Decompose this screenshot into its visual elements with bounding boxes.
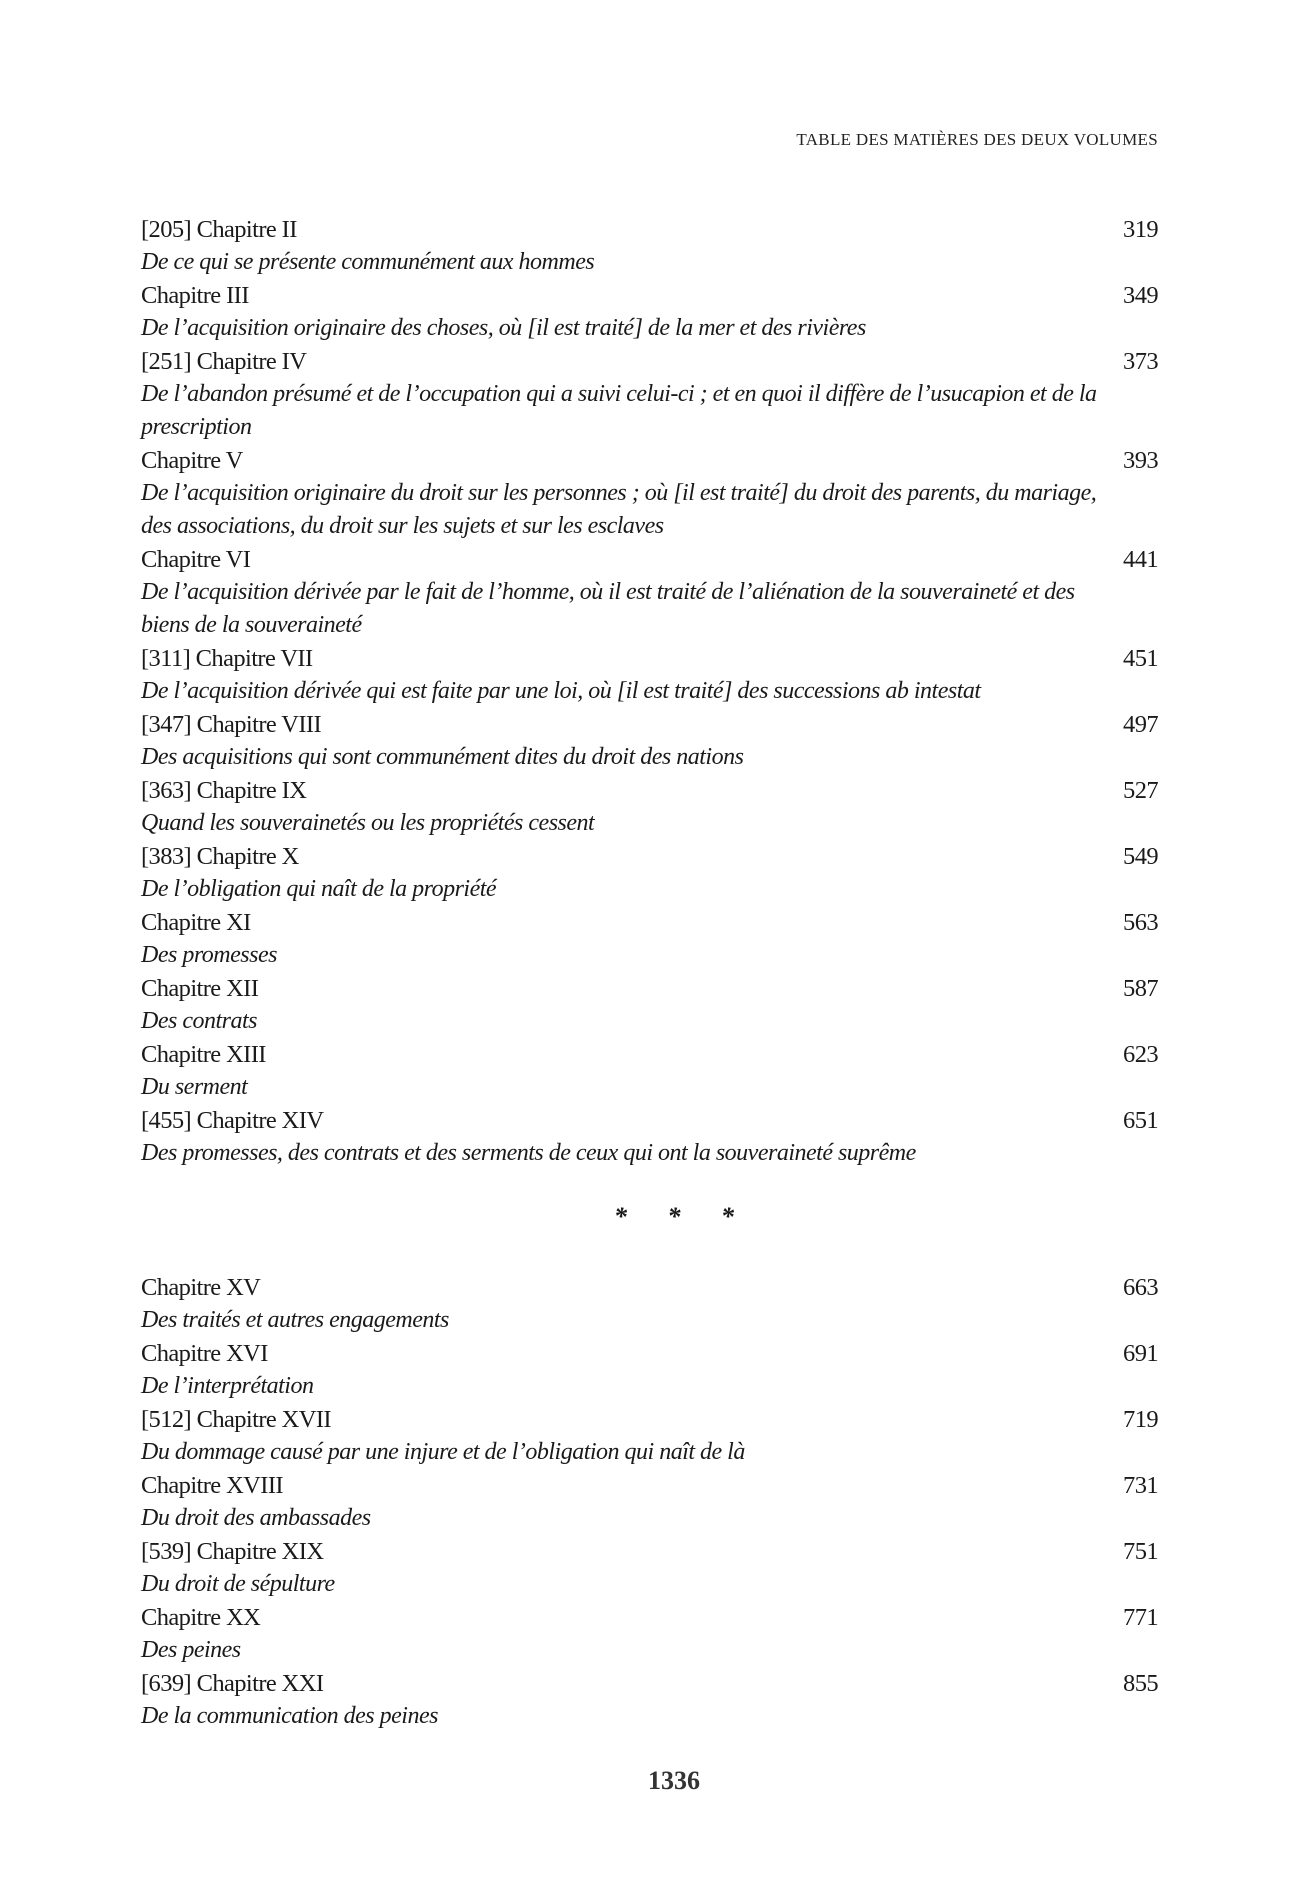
page-reference: 623: [1123, 1041, 1158, 1068]
chapter-description: De ce qui se présente communément aux hommes: [141, 249, 595, 275]
page-reference: 651: [1123, 1107, 1158, 1134]
toc-entry: [141, 543, 1158, 642]
chapter-title: Chapitre III: [141, 282, 249, 309]
page-reference: 691: [1123, 1340, 1158, 1367]
toc-list-part-1: [141, 213, 1158, 1170]
toc-entry-heading: [141, 1271, 1158, 1304]
chapter-description: Des contrats: [141, 1008, 257, 1034]
toc-entry-heading: [141, 642, 1158, 675]
chapter-description: Des traités et autres engagements: [141, 1307, 449, 1333]
page-reference: 549: [1123, 843, 1158, 870]
toc-entry: [141, 1337, 1158, 1403]
chapter-description: De l’obligation qui naît de la propriété: [141, 876, 497, 902]
chapter-title: [455] Chapitre XIV: [141, 1107, 324, 1134]
chapter-description: Du droit des ambassades: [141, 1505, 371, 1531]
chapter-description: De l’acquisition dérivée qui est faite par une loi, où [il est traité] des successions ab intestat: [141, 678, 981, 704]
toc-entry-heading: [141, 1535, 1158, 1568]
page-reference: 771: [1123, 1604, 1158, 1631]
toc-entry-heading: [141, 906, 1158, 939]
chapter-title: [311] Chapitre VII: [141, 645, 313, 672]
chapter-description: De l’acquisition dérivée par le fait de l’homme, où il est traité de l’aliénation de la souveraineté et des biens de la souveraineté: [141, 579, 1075, 638]
page-reference: 587: [1123, 975, 1158, 1002]
chapter-description: Des peines: [141, 1637, 241, 1663]
chapter-title: Chapitre XX: [141, 1604, 261, 1631]
section-separator: * * *: [614, 1202, 734, 1231]
chapter-title: Chapitre VI: [141, 546, 251, 573]
page-reference: 527: [1123, 777, 1158, 804]
page-reference: 855: [1123, 1670, 1158, 1697]
toc-entry-heading: [141, 1403, 1158, 1436]
toc-entry: [141, 708, 1158, 774]
toc-entry-heading: [141, 543, 1158, 576]
toc-entry-heading: [141, 972, 1158, 1005]
toc-entry: [141, 906, 1158, 972]
chapter-description: Des promesses, des contrats et des serments de ceux qui ont la souveraineté suprême: [141, 1140, 916, 1166]
page-reference: 349: [1123, 282, 1158, 309]
toc-entry: [141, 972, 1158, 1038]
toc-entry-heading: [141, 345, 1158, 378]
toc-entry-heading: [141, 213, 1158, 246]
chapter-description: Des promesses: [141, 942, 277, 968]
chapter-title: Chapitre XII: [141, 975, 259, 1002]
chapter-title: Chapitre XI: [141, 909, 251, 936]
toc-entry-heading: [141, 279, 1158, 312]
toc-entry-heading: [141, 1038, 1158, 1071]
toc-entry: [141, 1601, 1158, 1667]
page-reference: 731: [1123, 1472, 1158, 1499]
chapter-title: [251] Chapitre IV: [141, 348, 307, 375]
toc-entry-heading: [141, 1469, 1158, 1502]
chapter-description: De l’interprétation: [141, 1373, 314, 1399]
page-reference: 441: [1123, 546, 1158, 573]
toc-entry: [141, 774, 1158, 840]
toc-entry: [141, 279, 1158, 345]
toc-entry-heading: [141, 840, 1158, 873]
chapter-description: De la communication des peines: [141, 1703, 438, 1729]
toc-entry: [141, 1535, 1158, 1601]
chapter-description: Des acquisitions qui sont communément dites du droit des nations: [141, 744, 744, 770]
toc-entry-heading: [141, 444, 1158, 477]
page-reference: 663: [1123, 1274, 1158, 1301]
toc-entry-heading: [141, 1601, 1158, 1634]
toc-entry: [141, 1104, 1158, 1170]
page-number: 1336: [648, 1766, 700, 1795]
chapter-title: Chapitre V: [141, 447, 243, 474]
chapter-title: Chapitre XIII: [141, 1041, 266, 1068]
toc-entry: [141, 1271, 1158, 1337]
chapter-title: Chapitre XV: [141, 1274, 261, 1301]
chapter-title: [205] Chapitre II: [141, 216, 297, 243]
chapter-title: [383] Chapitre X: [141, 843, 299, 870]
toc-entry: [141, 840, 1158, 906]
page-reference: 319: [1123, 216, 1158, 243]
chapter-title: [639] Chapitre XXI: [141, 1670, 324, 1697]
toc-entry: [141, 1469, 1158, 1535]
chapter-description: De l’acquisition originaire des choses, où [il est traité] de la mer et des rivières: [141, 315, 866, 341]
chapter-description: De l’abandon présumé et de l’occupation qui a suivi celui-ci ; et en quoi il diffère de l’usucapion et de la prescription: [141, 381, 1097, 440]
chapter-description: Du dommage causé par une injure et de l’obligation qui naît de là: [141, 1439, 745, 1465]
toc-entry-heading: [141, 1667, 1158, 1700]
page-reference: 373: [1123, 348, 1158, 375]
running-header: TABLE DES MATIÈRES DES DEUX VOLUMES: [796, 130, 1158, 149]
page-reference: 451: [1123, 645, 1158, 672]
page-reference: 719: [1123, 1406, 1158, 1433]
toc-entry: [141, 1038, 1158, 1104]
chapter-description: Quand les souverainetés ou les propriétés cessent: [141, 810, 595, 836]
chapter-title: [512] Chapitre XVII: [141, 1406, 331, 1433]
toc-entry: [141, 642, 1158, 708]
chapter-title: [363] Chapitre IX: [141, 777, 307, 804]
page-reference: 497: [1123, 711, 1158, 738]
chapter-description: De l’acquisition originaire du droit sur les personnes ; où [il est traité] du droit des parents, du mariage, des associations, du droit sur les sujets et sur les esclaves: [141, 480, 1097, 539]
chapter-title: [347] Chapitre VIII: [141, 711, 322, 738]
toc-entry-heading: [141, 1337, 1158, 1370]
page-reference: 563: [1123, 909, 1158, 936]
toc-entry: [141, 213, 1158, 279]
toc-entry-heading: [141, 774, 1158, 807]
chapter-description: Du droit de sépulture: [141, 1571, 335, 1597]
page-reference: 393: [1123, 447, 1158, 474]
toc-entry: [141, 1403, 1158, 1469]
toc-entry: [141, 1667, 1158, 1733]
chapter-title: Chapitre XVI: [141, 1340, 268, 1367]
chapter-description: Du serment: [141, 1074, 248, 1100]
chapter-title: [539] Chapitre XIX: [141, 1538, 324, 1565]
toc-list-part-2: [141, 1271, 1158, 1733]
toc-entry: [141, 444, 1158, 543]
toc-entry-heading: [141, 708, 1158, 741]
page-reference: 751: [1123, 1538, 1158, 1565]
chapter-title: Chapitre XVIII: [141, 1472, 283, 1499]
toc-entry-heading: [141, 1104, 1158, 1137]
toc-entry: [141, 345, 1158, 444]
